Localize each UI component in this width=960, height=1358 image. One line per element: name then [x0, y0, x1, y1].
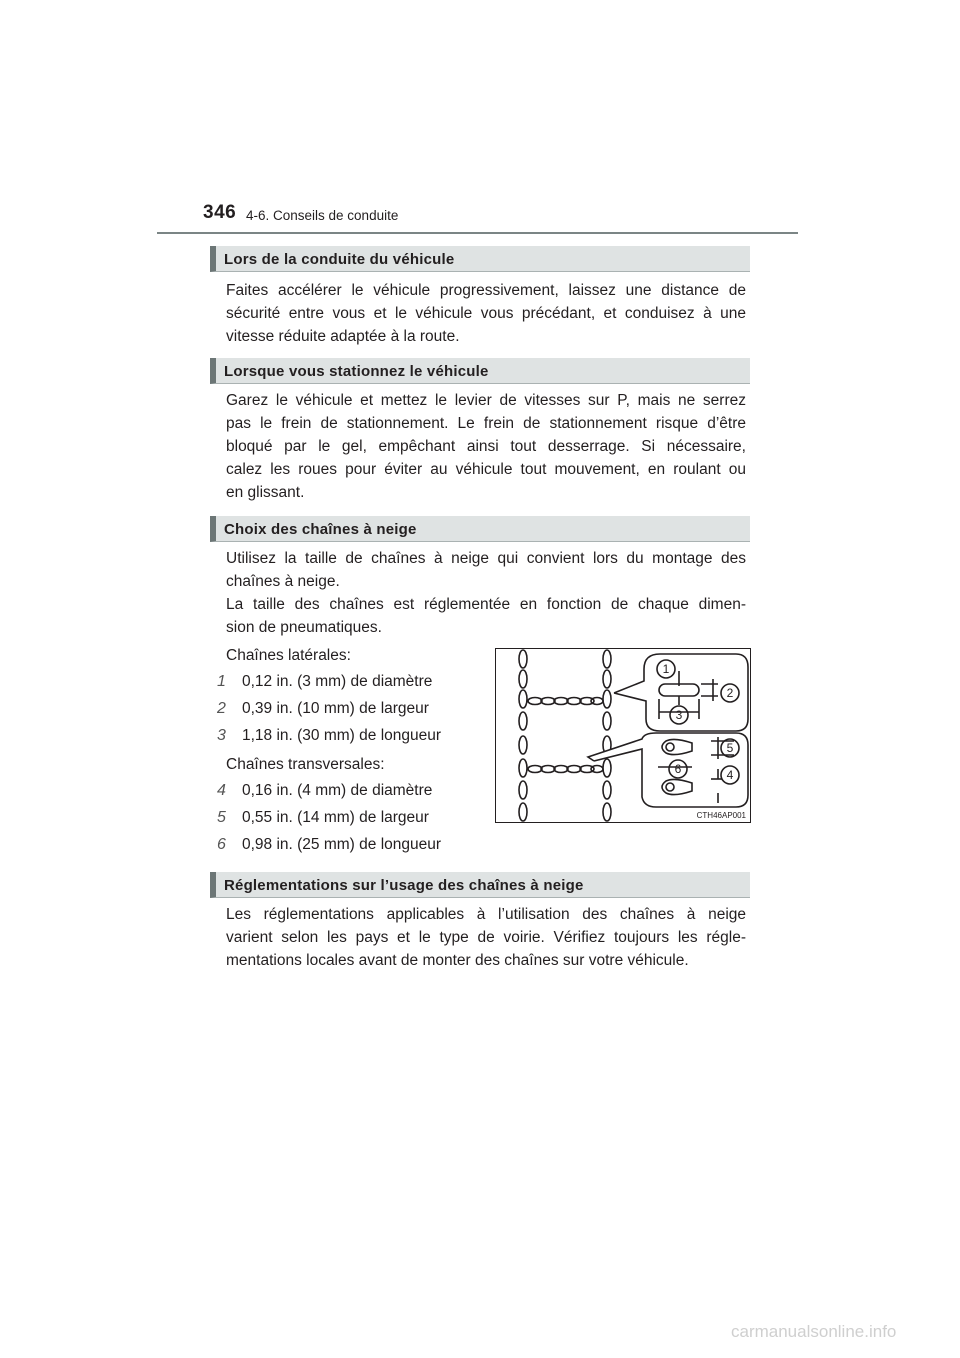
spec-text: 0,16 in. (4 mm) de diamètre: [242, 782, 433, 799]
snow-chain-diagram: [496, 649, 752, 824]
callout-label: 5: [726, 741, 734, 755]
spec-number-5: 5: [217, 809, 226, 826]
figure-code: CTH46AP001: [696, 811, 746, 820]
cross-chains-label: Chaînes transversales:: [226, 756, 385, 773]
spec-number-4: 4: [217, 782, 226, 799]
section-heading-label: Choix des chaînes à neige: [224, 521, 417, 538]
left-vertical-chain: [519, 650, 527, 821]
page-number: 346: [203, 202, 237, 223]
header-rule: [157, 232, 798, 234]
running-header: 4-6. Conseils de conduite: [246, 208, 399, 223]
paragraph-line: vitesse réduite adaptée à la route.: [226, 328, 460, 345]
callout-label: 3: [675, 708, 683, 722]
paragraph-snow-chains: [226, 547, 746, 639]
callout-label: 2: [726, 686, 734, 700]
paragraph-line: Les réglementations applicables à l’utilisation des chaînes à neige: [226, 906, 746, 923]
paragraph-line: Utilisez la taille de chaînes à neige qui convient lors du montage des: [226, 550, 746, 567]
spec-text: 0,98 in. (25 mm) de longueur: [242, 836, 442, 853]
spec-text: 0,39 in. (10 mm) de largeur: [242, 700, 429, 717]
paragraph-line: pas le frein de stationnement. Le frein de stationnement risque d’être: [226, 415, 746, 432]
spec-number-2: 2: [217, 700, 226, 717]
section-heading-driving: [210, 246, 750, 272]
paragraph-driving: [226, 279, 746, 348]
section-heading-regulations: [210, 872, 750, 898]
section-heading-snow-chains: [210, 516, 750, 542]
spec-text: 1,18 in. (30 mm) de longueur: [242, 727, 442, 744]
paragraph-line: bloqué par le gel, empêchant ainsi tout desserrage. Si nécessaire,: [226, 438, 746, 455]
callout-label: 6: [674, 762, 682, 776]
paragraph-line: varient selon les pays et le type de voirie. Vérifiez toujours les régle-: [226, 929, 746, 946]
paragraph-line: chaînes à neige.: [226, 573, 340, 590]
spec-text: 0,12 in. (3 mm) de diamètre: [242, 673, 433, 690]
section-heading-label: Réglementations sur l’usage des chaînes à neige: [224, 877, 584, 894]
paragraph-line: Faites accélérer le véhicule progressivement, laissez une distance de: [226, 282, 746, 299]
callout-label: 4: [726, 768, 734, 782]
upper-cross-chain: [528, 698, 603, 705]
paragraph-line: sécurité entre vous et le véhicule vous précédant, et conduisez à une: [226, 305, 746, 322]
paragraph-regulations: [226, 903, 746, 972]
paragraph-parking: [226, 389, 746, 504]
section-heading-label: Lors de la conduite du véhicule: [224, 251, 455, 268]
spec-text: 0,55 in. (14 mm) de largeur: [242, 809, 429, 826]
paragraph-line: calez les roues pour éviter au véhicule tout mouvement, en roulant ou: [226, 461, 746, 478]
spec-number-1: 1: [217, 673, 226, 690]
spec-number-3: 3: [217, 727, 226, 744]
side-chains-label: Chaînes latérales:: [226, 647, 351, 664]
watermark: carmanualsonline.info: [731, 1322, 897, 1341]
lower-cross-chain: [528, 766, 603, 773]
spec-number-6: 6: [217, 836, 226, 853]
callout-label: 1: [662, 662, 670, 676]
snow-chain-illustration: [495, 648, 751, 823]
section-heading-parking: [210, 358, 750, 384]
paragraph-line: mentations locales avant de monter des chaînes sur votre véhicule.: [226, 952, 689, 969]
paragraph-line: en glissant.: [226, 484, 305, 501]
section-heading-label: Lorsque vous stationnez le véhicule: [224, 363, 489, 380]
right-vertical-chain: [603, 650, 611, 821]
paragraph-line: sion de pneumatiques.: [226, 619, 382, 636]
paragraph-line: La taille des chaînes est réglementée en fonction de chaque dimen-: [226, 596, 746, 613]
paragraph-line: Garez le véhicule et mettez le levier de vitesses sur P, mais ne serrez: [226, 392, 746, 409]
